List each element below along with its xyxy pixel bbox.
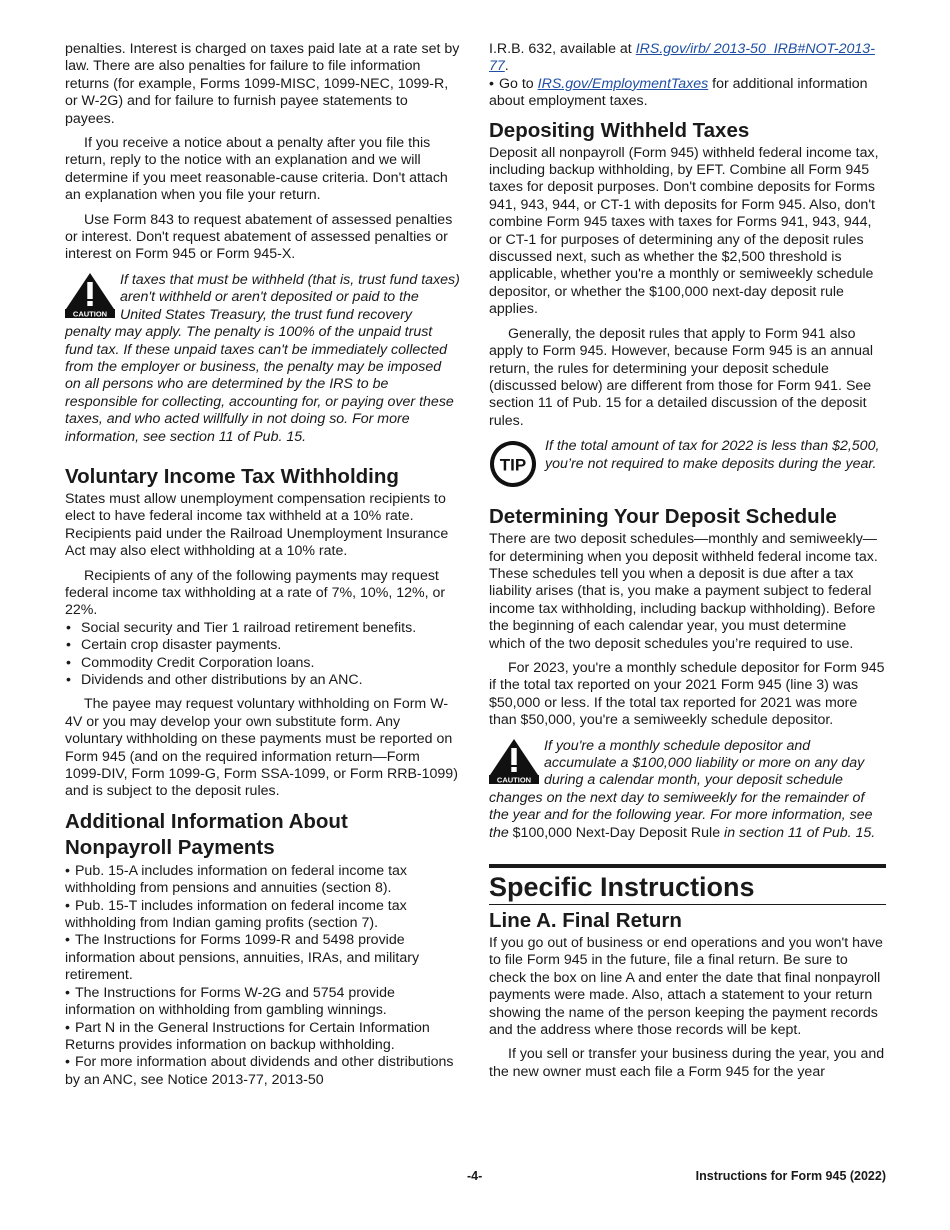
page-number: -4- xyxy=(467,1169,483,1183)
paragraph-final-return: If you go out of business or end operations and you won't have to file Form 945 in the future, file a final return. Be sure to check the box on line A and enter the date that final nonpayroll payments were made. Also, attach a statement to your return showing the name of the person keeping the payment records and the address where those records will be kept. xyxy=(489,935,883,1039)
caution-text-trust-fund: If taxes that must be withheld (that is, trust fund taxes) aren't withheld or aren't deposited or paid to the United States Treasury, the trust fund recovery penalty may apply. The penalty is 100% of the unpaid trust fund tax. If these unpaid taxes can't be immediately collected from the employer or business, the penalty may be imposed on all persons who are determined by the IRS to be responsible for collecting, accounting for, or paying over these taxes, and who acted willfully in not doing so. For more information, see section 11 of Pub. 15. xyxy=(65,271,460,445)
irb-reference: I.R.B. 632, available at IRS.gov/irb/ 2013-50_IRB#NOT-2013-77. xyxy=(489,41,875,75)
caution-label: CAUTION xyxy=(72,309,108,318)
tip-label: TIP xyxy=(499,455,527,475)
list-item: • Part N in the General Instructions for Certain Information Returns provides information on backup withholding. xyxy=(65,1019,430,1053)
paragraph-two-schedules: There are two deposit schedules—monthly and semiweekly—for determining when you deposit withheld federal income tax. These schedules tell you when a deposit is due after a tax liability arises (that is, you make a payment subject to federal income tax withholding, including backup withholding). Before the beginning of each calendar year, you must determine which of the two deposit schedules you’re required to use. xyxy=(489,531,878,652)
caution-text-100k: If you're a monthly schedule depositor and accumulate a $100,000 liability or more on any day during a calendar month, your deposit schedule changes on the next day to semiweekly for the remainder of the year and for the following year. For more information, see the $100,000 Next-Day Deposit Rule in section 11 of Pub. 15. xyxy=(489,737,876,841)
employment-taxes-link[interactable]: IRS.gov/EmploymentTaxes xyxy=(537,75,709,92)
left-column xyxy=(65,41,460,1089)
caution-callout-100k xyxy=(489,738,886,842)
employment-taxes-item: • Go to IRS.gov/EmploymentTaxes for additional information about employment taxes. xyxy=(489,75,868,110)
tip-callout xyxy=(489,438,886,489)
list-item: • Dividends and other distributions by an ANC. xyxy=(65,672,460,689)
list-item: • For more information about dividends and other distributions by an ANC, see Notice 2013-77, 2013-50 xyxy=(65,1054,454,1088)
paragraph-sell-transfer: If you sell or transfer your business during the year, you and the new owner must each file a Form 945 for the year xyxy=(489,1046,885,1080)
list-item: • Social security and Tier 1 railroad retirement benefits. xyxy=(65,620,460,637)
bullet-list-resources xyxy=(65,863,460,1089)
paragraph-deposit-eft: Deposit all nonpayroll (Form 945) withheld federal income tax, including backup withholding, by EFT. Combine all Form 945 taxes for deposit purposes. Don't combine deposits for Forms 941, 943, 944, or CT-1 with deposits for Form 945. Also, don't combine Form 945 taxes with taxes for Forms 941, 943, 944, or CT-1 for purposes of determining any of the deposit rules discussed next, such as whether the $2,500 threshold is applicable, whether you're a monthly or semiweekly schedule depositor, or whether the $100,000 next-day deposit rule applies. xyxy=(489,144,879,318)
caution-label: CAUTION xyxy=(496,775,532,784)
irb-notice-link[interactable]: IRS.gov/irb/ 2013-50_IRB#NOT-2013-77 xyxy=(489,41,875,75)
section-rule-thick xyxy=(489,864,886,868)
list-item: • Commodity Credit Corporation loans. xyxy=(65,655,460,672)
paragraph-w4v: The payee may request voluntary withholding on Form W-4V or you may develop your own substitute form. Any voluntary withholding on these payments must be reported on Form 945 (and on the required information return—Form 1099-DIV, Form 1099-G, Form SSA-1099, or Form RRB-1099) and is subject to the deposit rules. xyxy=(65,696,458,800)
tip-icon xyxy=(489,440,537,488)
heading-depositing-withheld-taxes: Depositing Withheld Taxes xyxy=(489,118,750,142)
paragraph-penalty-notice: If you receive a notice about a penalty after you file this return, reply to the notice with an explanation and we will determine if you meet reasonable-cause criteria. Don't attach an explanation when you file your return. xyxy=(65,135,448,204)
paragraph-monthly-depositor: For 2023, you're a monthly schedule depositor for Form 945 if the total tax reported on your 2021 Form 945 (line 3) was $50,000 or less. If the total tax reported for 2021 was more than $50,000, you're a semiweekly schedule depositor. xyxy=(489,659,885,729)
caution-icon xyxy=(65,272,115,318)
list-item: • The Instructions for Forms 1099-R and 5498 provide information about pensions, annuities, IRAs, and military retirement. xyxy=(65,932,420,984)
list-item: • Pub. 15-T includes information on federal income tax withholding from Indian gaming profits (section 7). xyxy=(65,897,407,932)
paragraph-penalties: penalties. Interest is charged on taxes paid late at a rate set by law. There are also penalties for failure to file information returns (for example, Forms 1099-MISC, 1099-NEC, 1099-R, or W-2G) and for failure to furnish payee statements to payees. xyxy=(65,41,460,127)
heading-line-a-final-return: Line A. Final Return xyxy=(489,909,682,933)
paragraph-unemployment: States must allow unemployment compensation recipients to elect to have federal income tax withheld at a 10% rate. Recipients paid under the Railroad Unemployment Insurance Act may also elect withholding at a 10% rate. xyxy=(65,490,449,560)
paragraph-deposit-rules: Generally, the deposit rules that apply to Form 941 also apply to Form 945. However, because Form 945 is an annual return, the rules for determining your deposit schedule (discussed below) are different from those for Form 941. See section 11 of Pub. 15 for a detailed discussion of the deposit rules. xyxy=(489,325,874,429)
form-reference: Instructions for Form 945 (2022) xyxy=(695,1169,886,1183)
heading-determining-schedule: Determining Your Deposit Schedule xyxy=(489,505,837,529)
right-column xyxy=(489,41,886,1088)
paragraph-form-843: Use Form 843 to request abatement of assessed penalties or interest. Don't request abatement of assessed penalties or interest on Form 945 or Form 945-X. xyxy=(65,211,453,263)
list-item: • The Instructions for Forms W-2G and 5754 provide information on withholding from gambling winnings. xyxy=(65,984,395,1019)
tip-text: If the total amount of tax for 2022 is less than $2,500, you’re not required to make deposits during the year. xyxy=(545,438,880,472)
bullet-list-payments xyxy=(65,620,460,690)
paragraph-recipients: Recipients of any of the following payments may request federal income tax withholding at a rate of 7%, 10%, 12%, or 22%. xyxy=(65,567,446,619)
section-rule-thin xyxy=(489,904,886,905)
heading-specific-instructions: Specific Instructions xyxy=(489,872,755,903)
heading-voluntary-withholding: Voluntary Income Tax Withholding xyxy=(65,464,399,488)
caution-callout-trust-fund xyxy=(65,272,460,446)
heading-additional-information: Additional Information About Nonpayroll Payments xyxy=(65,809,348,859)
list-item: • Certain crop disaster payments. xyxy=(65,637,460,654)
list-item: • Pub. 15-A includes information on federal income tax withholding from pensions and annuities (section 8). xyxy=(65,862,407,897)
caution-icon xyxy=(489,738,539,784)
